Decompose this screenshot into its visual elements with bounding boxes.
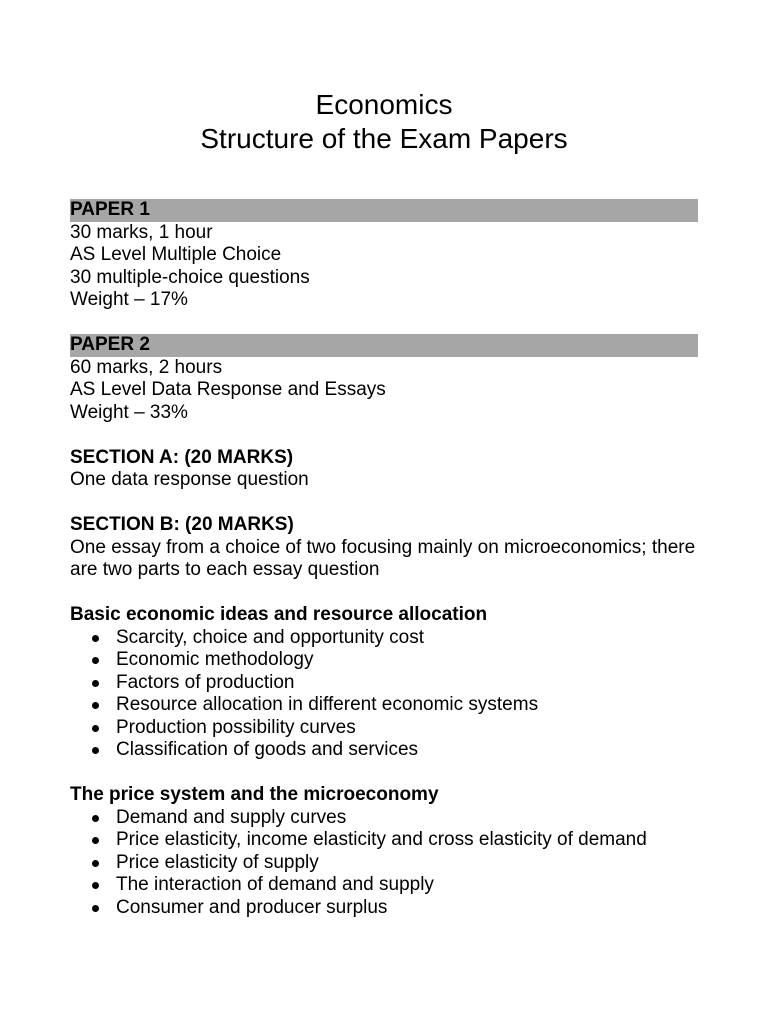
bullet-icon [92,747,99,754]
topic-2-heading: The price system and the microeconomy [70,784,439,805]
paper-2-weight: Weight – 33% [70,401,188,423]
list-item-text: Classification of goods and services [116,739,419,760]
paper-1-type: AS Level Multiple Choice [70,244,282,265]
list-item-text: Consumer and producer surplus [116,896,388,918]
bullet-icon [92,837,99,844]
bullet-icon [92,635,99,642]
bullet-icon [92,905,99,912]
bullet-icon [92,882,99,889]
paper-1-questions: 30 multiple-choice questions [70,266,310,288]
bullet-icon [92,657,99,664]
list-item [70,627,698,650]
topic-1-block [70,604,698,762]
list-item-text: Scarcity, choice and opportunity cost [116,626,425,648]
spacer [70,582,698,605]
section-b-block [70,514,698,582]
list-item-text: Price elasticity, income elasticity and cross elasticity of demand [116,829,647,850]
bullet-icon [92,815,99,822]
topic-2-list [70,807,698,920]
section-a-block [70,447,698,492]
topic-1-list [70,627,698,762]
section-b-heading: SECTION B: (20 MARKS) [70,514,294,535]
bullet-icon [92,680,99,687]
section-a-heading: SECTION A: (20 MARKS) [70,446,294,468]
topic-1-heading: Basic economic ideas and resource allocation [70,604,488,625]
list-item-text: Resource allocation in different economic systems [116,694,539,715]
list-item [70,852,698,875]
paper-2-type: AS Level Data Response and Essays [70,379,386,400]
title-subtitle: Structure of the Exam Papers [200,123,568,154]
section-b-text: One essay from a choice of two focusing mainly on microeconomics; there are two parts to each essay question [70,536,696,580]
document-title [0,88,768,156]
list-item [70,717,698,740]
list-item [70,829,698,852]
list-item [70,649,698,672]
bullet-icon [92,702,99,709]
list-item [70,807,698,830]
spacer [70,424,698,447]
spacer [70,492,698,515]
paper-2-heading: PAPER 2 [70,334,698,357]
topic-2-block [70,784,698,919]
document-body [70,199,698,919]
list-item [70,672,698,695]
paper-1-marks: 30 marks, 1 hour [70,221,213,243]
list-item-text: Economic methodology [116,649,314,670]
list-item [70,694,698,717]
list-item-text: Production possibility curves [116,716,356,738]
list-item-text: The interaction of demand and supply [116,874,434,895]
bullet-icon [92,725,99,732]
bullet-icon [92,860,99,867]
list-item [70,897,698,920]
list-item-text: Factors of production [116,671,295,693]
paper-1-weight: Weight – 17% [70,289,188,310]
list-item [70,874,698,897]
list-item-text: Demand and supply curves [116,806,347,828]
list-item [70,739,698,762]
paper-1-section [70,199,698,312]
section-a-text: One data response question [70,469,309,490]
spacer [70,312,698,335]
title-subject: Economics [315,89,453,120]
paper-2-section [70,334,698,424]
spacer [70,762,698,785]
paper-2-marks: 60 marks, 2 hours [70,356,223,378]
list-item-text: Price elasticity of supply [116,851,319,873]
paper-1-heading: PAPER 1 [70,199,698,222]
